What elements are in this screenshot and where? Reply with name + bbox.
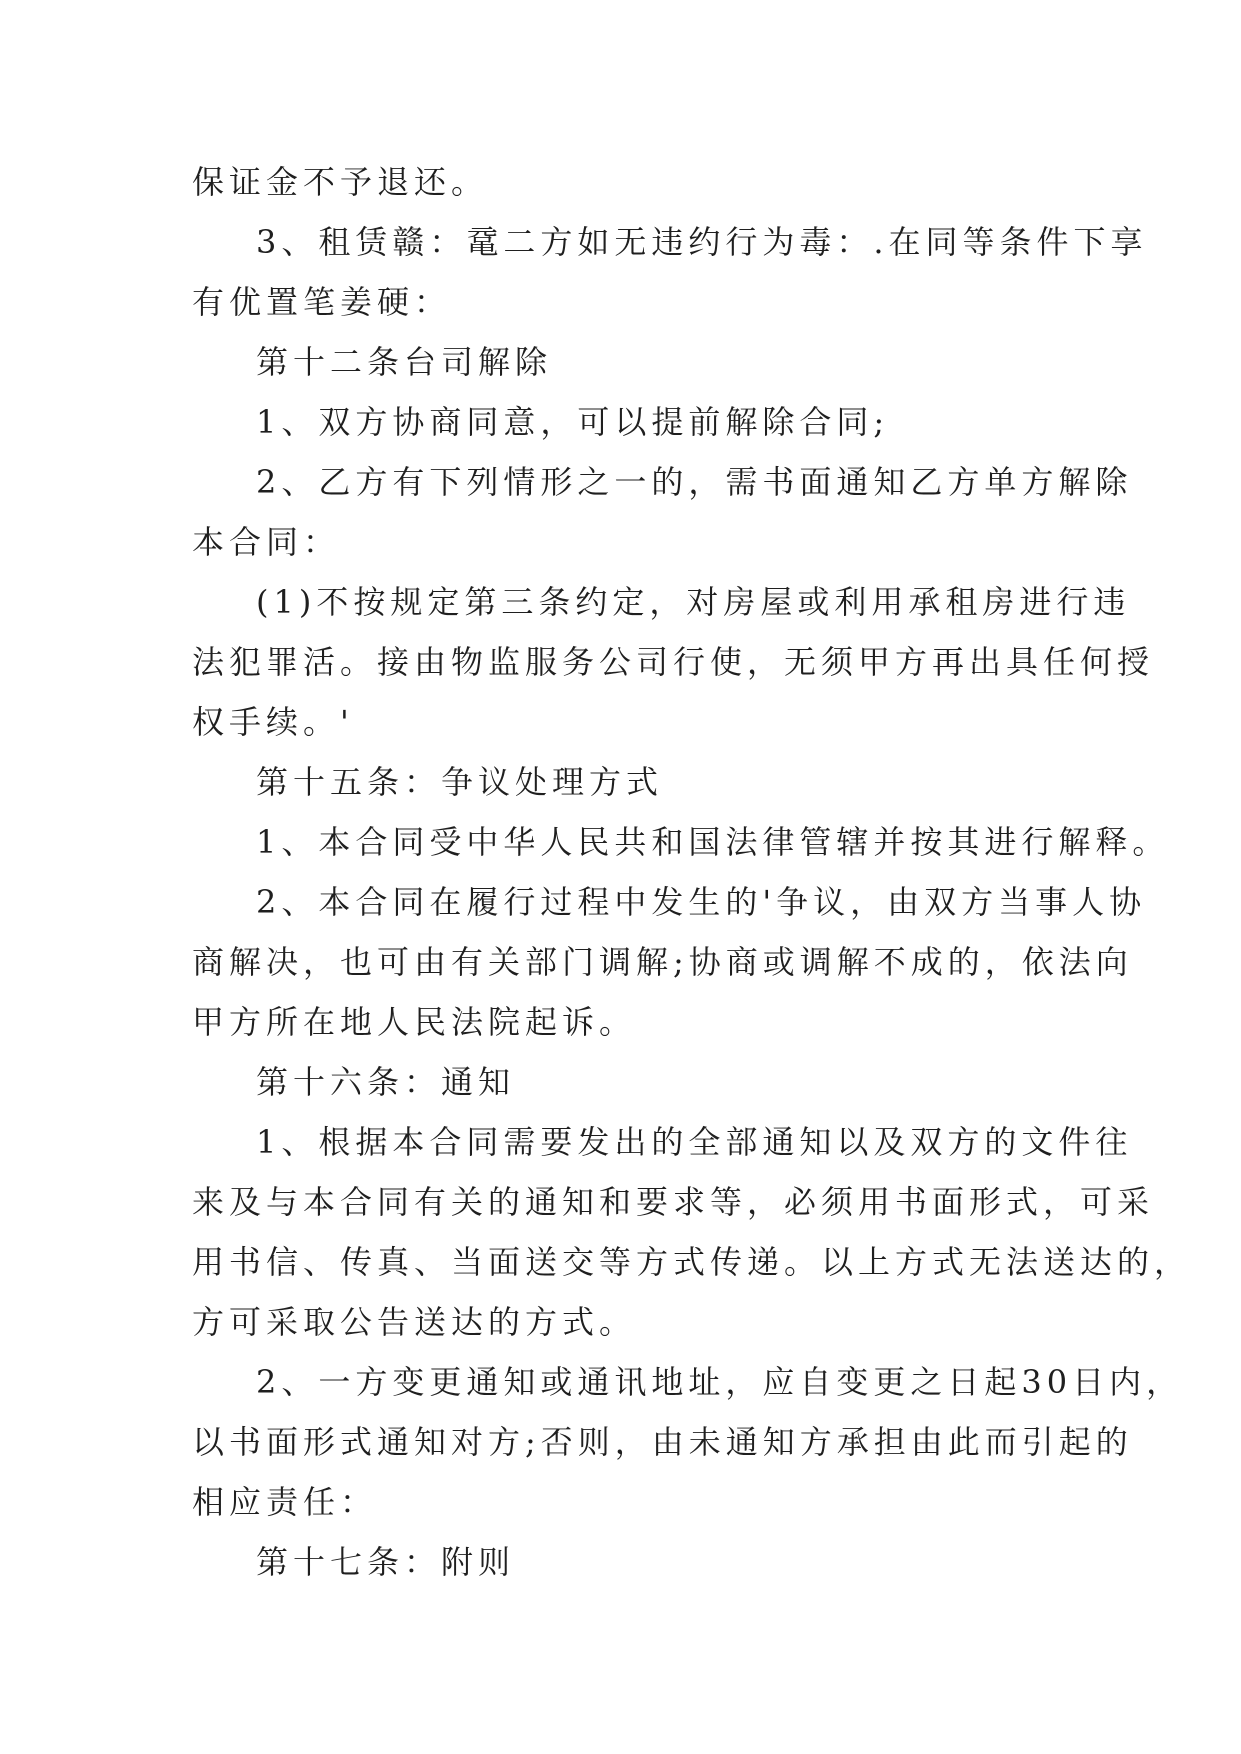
document-body [192,152,1192,1592]
text-line-1: 保证金不予退还。 [192,163,489,201]
section-heading-15: 第十五条：争议处理方式 [256,763,664,801]
text-line-21: 2、一方变更通知或通讯地址，应自变更之日起30日内， [256,1363,1184,1401]
text-line-3: 有优置笔姜硬： [192,283,452,321]
text-line-15: 甲方所在地人民法院起诉。 [192,1003,637,1041]
text-line-5: 1、双方协商同意，可以提前解除合同; [256,403,890,441]
section-heading-16: 第十六条：通知 [256,1063,516,1101]
text-line-19: 用书信、传真、当面送交等方式传递。以上方式无法送达的， [192,1243,1192,1281]
text-line-18: 来及与本合同有关的通知和要求等，必须用书面形式，可采 [192,1183,1155,1221]
text-line-9: 法犯罪活。接由物监服务公司行使，无须甲方再出具任何授 [192,643,1155,681]
text-line-22: 以书面形式通知对方;否则，由未通知方承担由此而引起的 [192,1423,1133,1461]
text-line-8: (1)不按规定第三条约定，对房屋或利用承租房进行违 [256,583,1131,621]
text-line-23: 相应责任： [192,1483,378,1521]
text-line-10: 权手续。' [192,703,354,741]
text-line-14: 商解决，也可由有关部门调解;协商或调解不成的，依法向 [192,943,1133,981]
section-heading-17: 第十七条：附则 [256,1543,516,1581]
text-line-12: 1、本合同受中华人民共和国法律管辖并按其进行解释。 [256,823,1170,861]
text-line-7: 本合同： [192,523,341,561]
section-heading-12: 第十二条台司解除 [256,343,553,381]
text-line-17: 1、根据本合同需要发出的全部通知以及双方的文件往 [256,1123,1133,1161]
text-line-2: 3、租赁赣：鼋二方如无违约行为毒：.在同等条件下享 [256,223,1148,261]
text-line-20: 方可采取公告送达的方式。 [192,1303,637,1341]
text-line-6: 2、乙方有下列情形之一的，需书面通知乙方单方解除 [256,463,1133,501]
text-line-13: 2、本合同在履行过程中发生的'争议，由双方当事人协 [256,883,1147,921]
